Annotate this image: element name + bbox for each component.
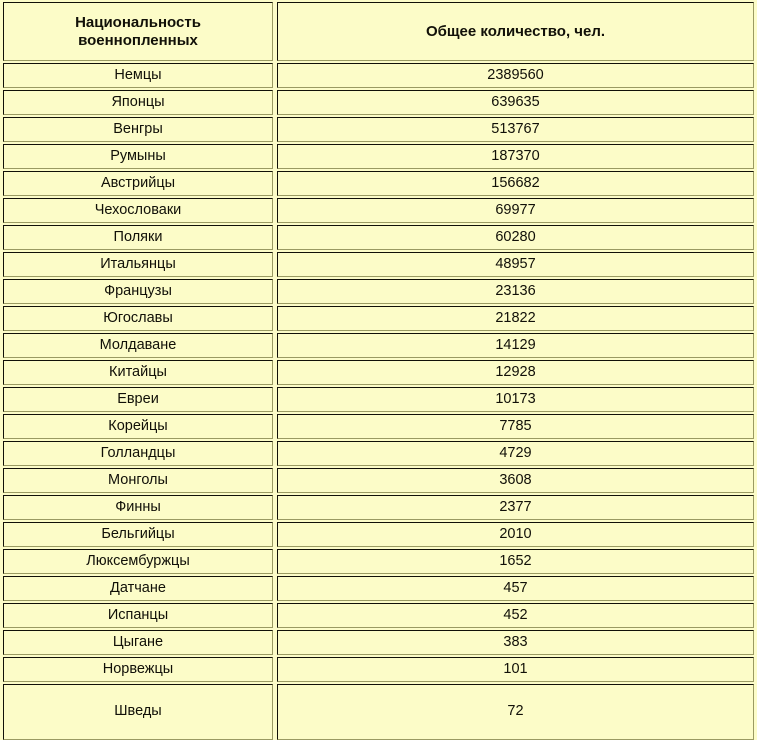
cell-count: 21822 xyxy=(277,306,754,331)
cell-nationality: Датчане xyxy=(3,576,273,601)
table-row xyxy=(3,252,754,277)
table-row xyxy=(3,90,754,115)
cell-nationality: Французы xyxy=(3,279,273,304)
cell-nationality: Чехословаки xyxy=(3,198,273,223)
cell-count: 457 xyxy=(277,576,754,601)
table-row xyxy=(3,333,754,358)
cell-count: 156682 xyxy=(277,171,754,196)
cell-nationality: Итальянцы xyxy=(3,252,273,277)
cell-nationality: Югославы xyxy=(3,306,273,331)
table-row xyxy=(3,279,754,304)
table-row xyxy=(3,684,754,740)
cell-nationality: Румыны xyxy=(3,144,273,169)
cell-count: 513767 xyxy=(277,117,754,142)
cell-nationality: Австрийцы xyxy=(3,171,273,196)
cell-count: 4729 xyxy=(277,441,754,466)
table-row xyxy=(3,306,754,331)
cell-nationality: Монголы xyxy=(3,468,273,493)
cell-nationality: Бельгийцы xyxy=(3,522,273,547)
table-row xyxy=(3,630,754,655)
cell-count: 2389560 xyxy=(277,63,754,88)
cell-count: 23136 xyxy=(277,279,754,304)
table-row xyxy=(3,225,754,250)
cell-nationality: Немцы xyxy=(3,63,273,88)
table-row xyxy=(3,387,754,412)
table-row xyxy=(3,549,754,574)
table-row xyxy=(3,522,754,547)
cell-count: 639635 xyxy=(277,90,754,115)
table-body xyxy=(3,63,754,740)
cell-count: 383 xyxy=(277,630,754,655)
cell-count: 7785 xyxy=(277,414,754,439)
column-header-nationality xyxy=(3,2,273,61)
table-row xyxy=(3,63,754,88)
cell-nationality: Люксембуржцы xyxy=(3,549,273,574)
cell-count: 48957 xyxy=(277,252,754,277)
cell-count: 187370 xyxy=(277,144,754,169)
table-row xyxy=(3,117,754,142)
cell-nationality: Корейцы xyxy=(3,414,273,439)
cell-nationality: Финны xyxy=(3,495,273,520)
table-row xyxy=(3,603,754,628)
cell-nationality: Поляки xyxy=(3,225,273,250)
table-row xyxy=(3,495,754,520)
cell-nationality: Венгры xyxy=(3,117,273,142)
table-row xyxy=(3,576,754,601)
column-header-count: Общее количество, чел. xyxy=(277,2,754,61)
cell-nationality: Шведы xyxy=(3,684,273,740)
cell-count: 2377 xyxy=(277,495,754,520)
cell-count: 12928 xyxy=(277,360,754,385)
cell-count: 10173 xyxy=(277,387,754,412)
cell-nationality: Испанцы xyxy=(3,603,273,628)
table-row xyxy=(3,468,754,493)
cell-nationality: Норвежцы xyxy=(3,657,273,682)
cell-count: 69977 xyxy=(277,198,754,223)
column-header-nationality-line2: военнопленных xyxy=(78,31,198,49)
table-header-row xyxy=(3,2,754,61)
cell-count: 452 xyxy=(277,603,754,628)
table-row xyxy=(3,171,754,196)
cell-count: 72 xyxy=(277,684,754,740)
cell-count: 60280 xyxy=(277,225,754,250)
table-row xyxy=(3,144,754,169)
cell-nationality: Японцы xyxy=(3,90,273,115)
column-header-nationality-line1: Национальность xyxy=(75,13,201,31)
table-row xyxy=(3,414,754,439)
cell-nationality: Голландцы xyxy=(3,441,273,466)
table-row xyxy=(3,657,754,682)
cell-count: 3608 xyxy=(277,468,754,493)
cell-nationality: Цыгане xyxy=(3,630,273,655)
cell-count: 2010 xyxy=(277,522,754,547)
cell-count: 14129 xyxy=(277,333,754,358)
cell-nationality: Китайцы xyxy=(3,360,273,385)
table-row xyxy=(3,360,754,385)
table-row xyxy=(3,441,754,466)
cell-nationality: Молдаване xyxy=(3,333,273,358)
cell-count: 1652 xyxy=(277,549,754,574)
cell-count: 101 xyxy=(277,657,754,682)
table-row xyxy=(3,198,754,223)
cell-nationality: Евреи xyxy=(3,387,273,412)
